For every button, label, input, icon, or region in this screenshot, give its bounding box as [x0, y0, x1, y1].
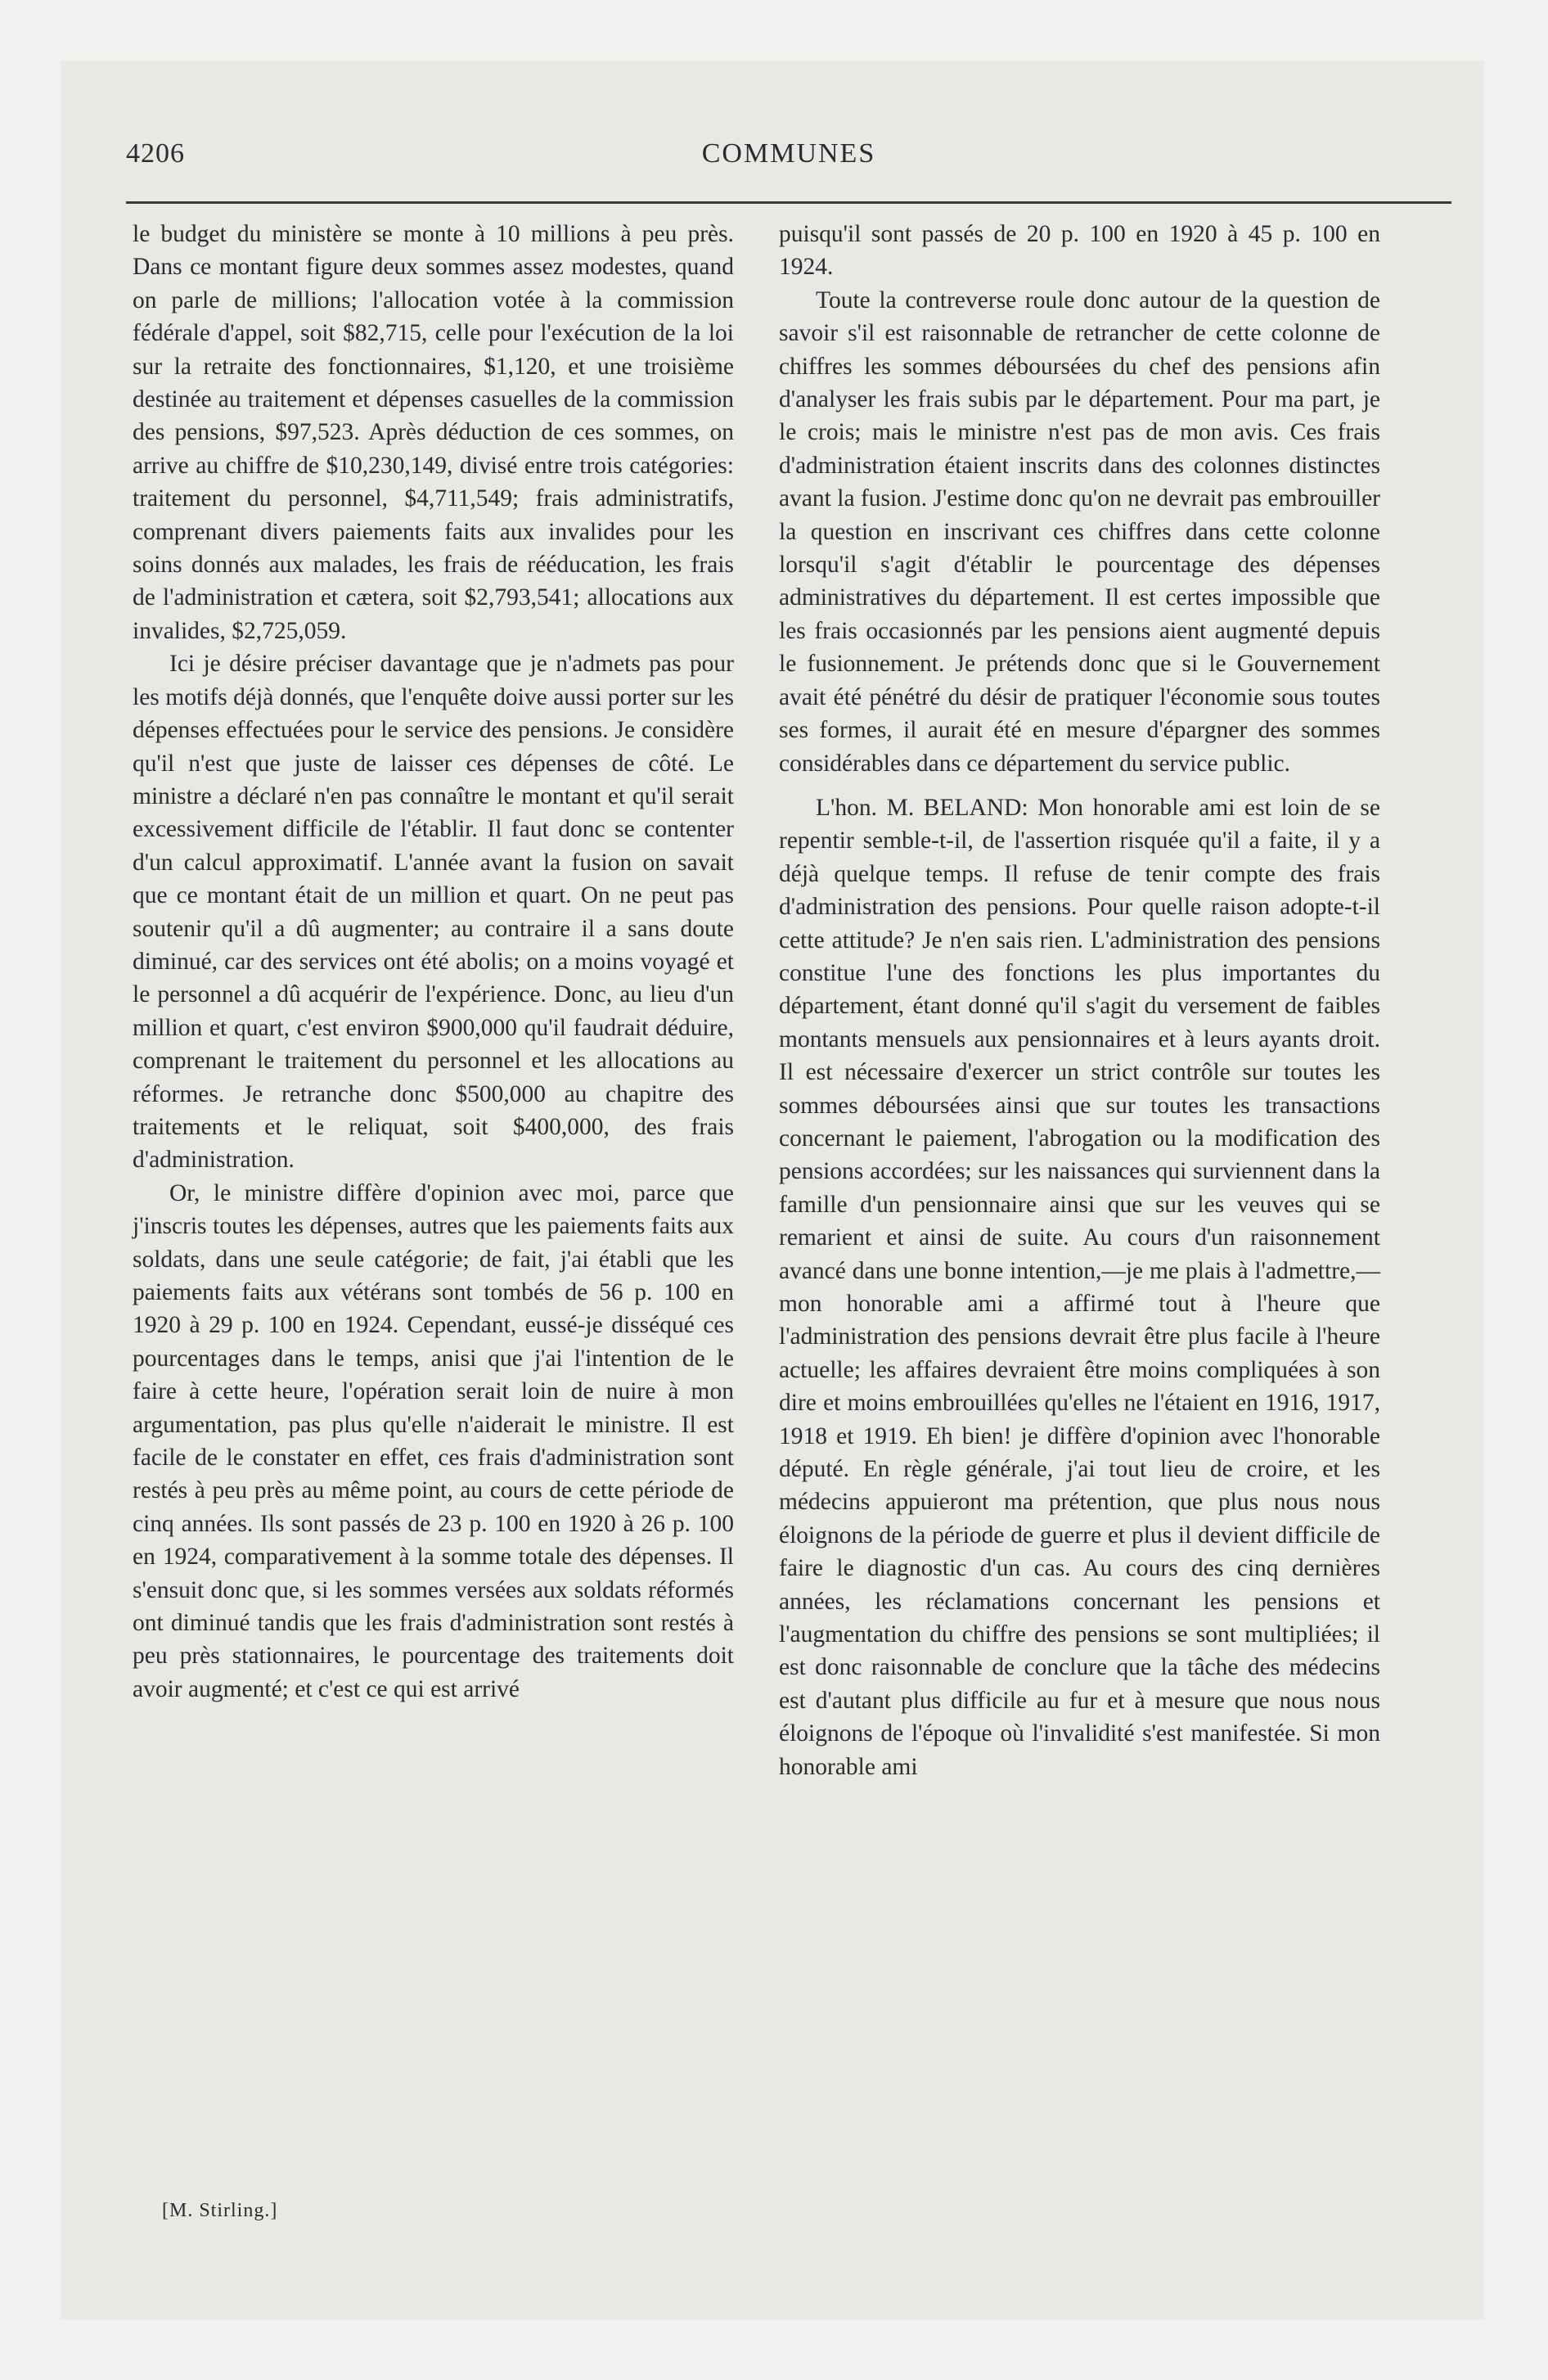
left-column — [133, 218, 734, 1706]
page-header — [126, 138, 1451, 187]
paragraph: Ici je désire préciser davantage que je n'admets pas pour les motifs déjà donnés, que l'enquête doive aussi porter sur les dépenses effectuées pour le service des pensions. Je considère qu'il n'est que juste de laisser ces dépenses de côté. Le ministre a déclaré n'en pas connaître le montant et qu'il serait excessivement difficile de l'établir. Il faut donc se contenter d'un calcul approximatif. L'année avant la fusion on savait que ce montant était de un million et quart. On ne peut pas soutenir qu'il a dû augmenter; au contraire il a sans doute diminué, car des services ont été abolis; on a moins voyagé et le personnel a dû acquérir de l'expérience. Donc, au lieu d'un million et quart, c'est environ $900,000 qu'il faudrait déduire, comprenant le traitement du personnel et les allocations au réformes. Je retranche donc $500,000 au chapitre des traitements et le reliquat, soit $400,000, des frais d'administration. — [133, 651, 734, 1174]
page-scan — [61, 61, 1484, 2319]
paragraph: Or, le ministre diffère d'opinion avec moi, parce que j'inscris toutes les dépenses, autres que les paiements faits aux soldats, dans une seule catégorie; de fait, j'ai établi que les paiements faits aux vétérans sont tombés de 56 p. 100 en 1920 à 29 p. 100 en 1924. Cependant, eussé-je disséqué ces pourcentages dans le temps, anisi que j'ai l'intention de le faire à cette heure, l'opération serait loin de nuire à mon argumentation, pas plus qu'elle n'aiderait le ministre. Il est facile de le constater en effet, ces frais d'administration sont restés à peu près au même point, au cours de cette période de cinq années. Ils sont passés de 23 p. 100 en 1920 à 26 p. 100 en 1924, comparativement à la somme totale des dépenses. Il s'ensuit donc que, si les sommes versées aux soldats réformés ont diminué tandis que les frais d'administration sont restés à peu près stationnaires, le pourcentage des traitements doit avoir augmenté; et c'est ce qui est arrivé — [133, 1179, 734, 1702]
paragraph: puisqu'il sont passés de 20 p. 100 en 1920 à 45 p. 100 en 1924. — [779, 221, 1380, 281]
page-number: 4206 — [126, 138, 185, 169]
right-column — [779, 218, 1380, 1783]
speaker-paragraph: L'hon. M. BELAND: Mon honorable ami est loin de se repentir semble-t-il, de l'assertion risquée qu'il a faite, il y a déjà quelque temps. Il refuse de tenir compte des frais d'administration des pensions. Pour quelle raison adopte-t-il cette attitude? Je n'en sais rien. L'administration des pensions constitue l'une des fonctions les plus importantes du département, étant donné qu'il s'agit du versement de faibles montants mensuels aux pensionnaires et à leurs ayants droit. Il est nécessaire d'exercer un strict contrôle sur toutes les sommes déboursées ainsi que sur toutes les transactions concernant le paiement, l'abrogation ou la modification des pensions accordées; sur les naissances qui surviennent dans la famille d'un pensionnaire ainsi que sur les veuves qui se remarient et ainsi de suite. Au cours d'un raisonnement avancé dans une bonne intention,—je me plais à l'admettre,—mon honorable ami a affirmé tout à l'heure que l'administration des pensions devrait être plus facile à l'heure actuelle; les affaires devraient être moins compliquées à son dire et moins embrouillées qu'elles ne l'étaient en 1916, 1917, 1918 et 1919. Eh bien! je diffère d'opinion avec l'honorable député. En règle générale, j'ai tout lieu de croire, et les médecins appuieront ma prétention, que plus nous nous éloignons de la période de guerre et plus il devient difficile de faire le diagnostic d'un cas. Au cours des cinq dernières années, les réclamations concernant les pensions et l'augmentation du chiffre des pensions se sont multipliées; il est donc raisonnable de conclure que la tâche des médecins est d'autant plus difficile au fur et à mesure que nous nous éloignons de l'époque où l'invalidité s'est manifestée. Si mon honorable ami — [779, 794, 1380, 1780]
running-title: COMMUNES — [701, 138, 876, 169]
paragraph: le budget du ministère se monte à 10 millions à peu près. Dans ce montant figure deux sommes assez modestes, quand on parle de millions; l'allocation votée à la commission fédérale d'appel, soit $82,715, celle pour l'exécution de la loi sur la retraite des fonctionnaires, $1,120, et une troisième destinée au traitement et dépenses casuelles de la commission des pensions, $97,523. Après déduction de ces sommes, on arrive au chiffre de $10,230,149, divisé entre trois catégories: traitement du personnel, $4,711,549; frais administratifs, comprenant divers paiements faits aux invalides pour les soins donnés aux malades, les frais de rééducation, les frais de l'administration et cætera, soit $2,793,541; allocations aux invalides, $2,725,059. — [133, 221, 734, 644]
speaker-marker: [M. Stirling.] — [162, 2200, 278, 2221]
paragraph: Toute la contreverse roule donc autour de la question de savoir s'il est raisonnable de retrancher de cette colonne de chiffres les sommes déboursées du chef des pensions afin d'analyser les frais subis par le département. Pour ma part, je le crois; mais le ministre n'est pas de mon avis. Ces frais d'administration étaient inscrits dans des colonnes distinctes avant la fusion. J'estime donc qu'on ne devrait pas embrouiller la question en inscrivant ces chiffres dans cette colonne lorsqu'il s'agit d'établir le pourcentage des dépenses administratives du département. Il est certes impossible que les frais occasionnés par les pensions aient augmenté depuis le fusionnement. Je prétends donc que si le Gouvernement avait été pénétré du désir de pratiquer l'économie sous toutes ses formes, il aurait été en mesure d'épargner des sommes considérables dans ce département du service public. — [779, 286, 1380, 777]
header-rule — [126, 201, 1451, 204]
